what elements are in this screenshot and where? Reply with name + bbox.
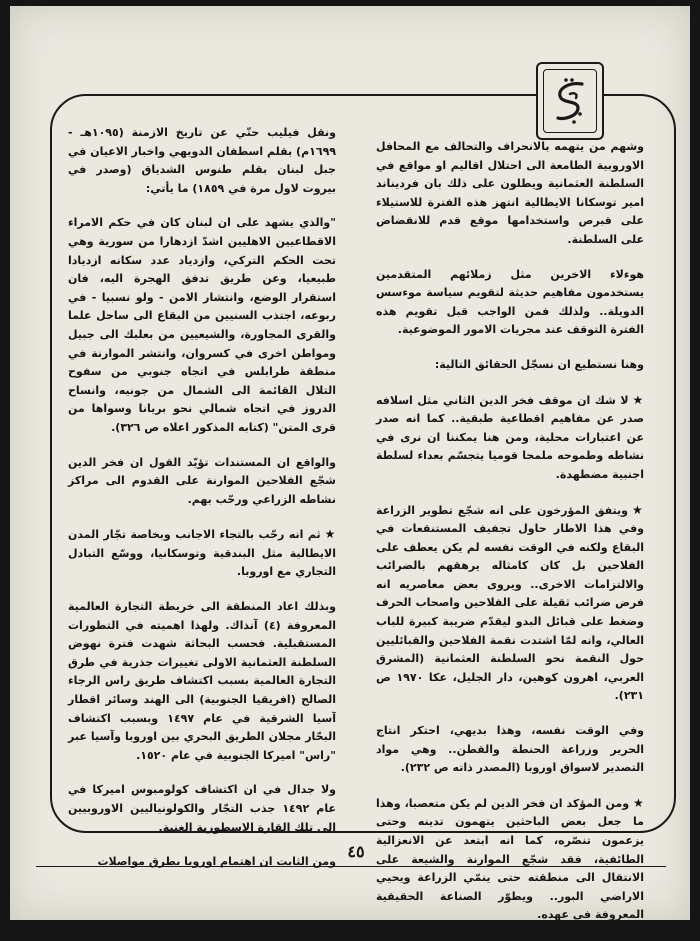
- left-column: [68, 124, 336, 888]
- paragraph: [376, 794, 644, 925]
- paragraph-text: لا شك ان موقف فخر الدين الثاني مثل اسلافه صدر عن مفاهيم اقطاعية طبقية.. كما انه صدر عن اعتبارات محلية، ومن هنا يمكننا ان نرى في نشاطه وطموحه ملمحا قوميا يتجسّم بعداء لسلطة اجنبية مضطهدة.: [376, 393, 644, 481]
- paragraph: [68, 853, 336, 872]
- paragraph: [68, 598, 336, 765]
- magazine-page: [10, 6, 690, 920]
- paragraph-text: ولا جدال في ان اكتشاف كولومبوس اميركا في عام ١٤٩٢ جذب التجّار والكولونياليين الاوروبيين الى تلك القارة الاسطورية الغنية.: [68, 783, 336, 834]
- paragraph-text: وفي الوقت نفسه، وهذا بديهي، احتكر انتاج الحرير وزراعة الحنطة والقطن.. وهي مواد التصدير لاسواق اوروبا (المصدر ذاته ص ٢٣٢).: [376, 724, 644, 775]
- paragraph: [376, 266, 644, 340]
- star-bullet-icon: ★: [632, 502, 644, 517]
- paragraph-text: ومن الثابت ان اهتمام اوروبا بطرق مواصلات: [97, 855, 336, 869]
- continuation-logo: [536, 62, 604, 140]
- paragraph: [68, 454, 336, 510]
- continuation-logo-inner: [543, 69, 597, 133]
- paragraph: [68, 214, 336, 437]
- paragraph-text: ثم انه رحّب بالتجاء الاجانب وبخاصة تجّار المدن الايطالية مثل البندقية وتوسكانيا، ووسّع التبادل التجاري مع اوروبا.: [68, 528, 336, 579]
- paragraph: [68, 525, 336, 582]
- footer-rule: [36, 866, 666, 867]
- paragraph-text: وهنا نستطيع ان نسجّل الحقائق التالية:: [434, 357, 644, 371]
- paragraph: [68, 781, 336, 837]
- paragraph-text: ومن المؤكد ان فخر الدين لم يكن متعصبا، وهذا ما جعل بعض الباحثين يتهمون تدينه وحتى يزعمون تنصّره، كما انه ابتعد عن الانعزالية الطائفية، فقد شجّع الموارنة والشيعة على الانتقال الى منطقته حتى ينمّي الزراعة ويحيي الاراضي البور.. ويطوّر الصناعة الحقيقية المعروفة في عهده.: [376, 796, 644, 922]
- star-bullet-icon: ★: [633, 795, 644, 810]
- paragraph-text: وبذلك اعاد المنطقة الى خريطة التجارة العالمية المعروفة (٤) آنذاك. ولهذا اهميته في التطورات المستقبلية. فحسب البحاثة شهدت فترة نهوض السلطنة العثمانية الاولى تغييرات جذرية في طرق التجارة العالمية بسبب اكتشاف طريق راس الرجاء الصالح (افريقيا الجنوبية) الى الهند وسائر اقطار آسيا الشرقية في عام ١٤٩٧ وبسبب اكتشاف البحّار مجلان الطريق البحري بين اوروبا وآسيا عبر "راس" اميركا الجنوبية في عام ١٥٢٠.: [68, 600, 336, 762]
- paragraph: [376, 501, 644, 707]
- paragraph: [68, 124, 336, 198]
- paragraph: [376, 722, 644, 778]
- paragraph: [376, 138, 644, 250]
- paragraph-text: هوءلاء الاخرين مثل زملائهم المتقدمين يستخدمون مفاهيم حديثة لتقويم سياسة موءسس الدويلة.. ولذلك فمن الواجب قبل تقويم هذه الفترة التوقف عند مجريات الامور الموضوعية.: [376, 267, 644, 337]
- right-column: [376, 138, 644, 941]
- paragraph-text: ونقل فيليب حتّي عن تاريخ الازمنة (١٠٩٥هـ - ١٦٩٩م) بقلم اسطفان الدويهي واخبار الاعيان في جبل لبنان بقلم طنوس الشدياق (وصدر في بيروت لاول مرة في ١٨٥٩) ما يأتي:: [68, 126, 336, 195]
- star-bullet-icon: ★: [632, 392, 644, 407]
- paragraph-text: ويتفق المؤرخون على انه شجّع تطوير الزراعة وفي هذا الاطار حاول تجفيف المستنقعات في البقاع ولكنه في الوقت نفسه لم يكن يعطف على الفلاحين بل كان كامثاله يرهقهم بالضرائب والالتزامات الاخرى.. ويروى بعض معاصريه انه فرض ضرائب ثقيلة على الفلاحين واصحاب الحرف وضغط على قبائل البدو ليقدّم ضريبة كبيرة للباب العالي، وانه لمّا اشتدت نقمة الفلاحين والقبائليين حول النقمة نحو السلطنة العثمانية (المشرق العربي، اهرون كوهين، دار الجليل، عكا ١٩٧٠ ص ٢٣١).: [376, 503, 644, 703]
- continuation-logo-glyph: [548, 74, 592, 128]
- star-bullet-icon: ★: [324, 527, 337, 542]
- paragraph-text: وشهم من يتهمه بالانحراف والتحالف مع المحافل الاوروبية الطامعة الى احتلال اقاليم او مواقع في السلطنة العثمانية ويطلون على ذلك بان فرديناند امير توسكانا الايطالية انتهز هذه الفترة للاستيلاء على قبرص واستخدامها موقع قدم للانقضاض على السلطنة.: [376, 140, 644, 246]
- paragraph: [376, 356, 644, 375]
- paragraph-text: "والذي يشهد على ان لبنان كان في حكم الامراء الاقطاعيين الاهليين اشدّ ازدهارا من سورية وهي تحت الحكم التركي، وازدياد عدد سكانه ازديادا طبيعيا، وعن طريق تدفق الهجرة اليه، فان استقرار الوضع، وانتشار الامن - ولو نسبيا - في ربوعه، اجتذب السنيين من البقاع الى ساحل علما والقرى المجاورة، والشيعيين من بعلبك الى جبيل ومواطن اخرى في كسروان، وانتشر الموارنة في منطقة طرابلس في اتجاه جنوبي من سفوح التلال القائمة الى الشمال من جونيه، وانساح الدروز في اتجاه شمالي نحو بريانا وسواها من قرى المتن" (كتابه المذكور اعلاه ص ٣٢٦).: [68, 216, 336, 434]
- paragraph: [376, 391, 644, 485]
- paragraph-text: والواقع ان المستندات تؤيّد القول ان فخر الدين شجّع الفلاحين الموارنة على القدوم الى مراكز نشاطه الزراعي ورحّب بهم.: [68, 455, 336, 506]
- page-number: ٤٥: [347, 842, 365, 861]
